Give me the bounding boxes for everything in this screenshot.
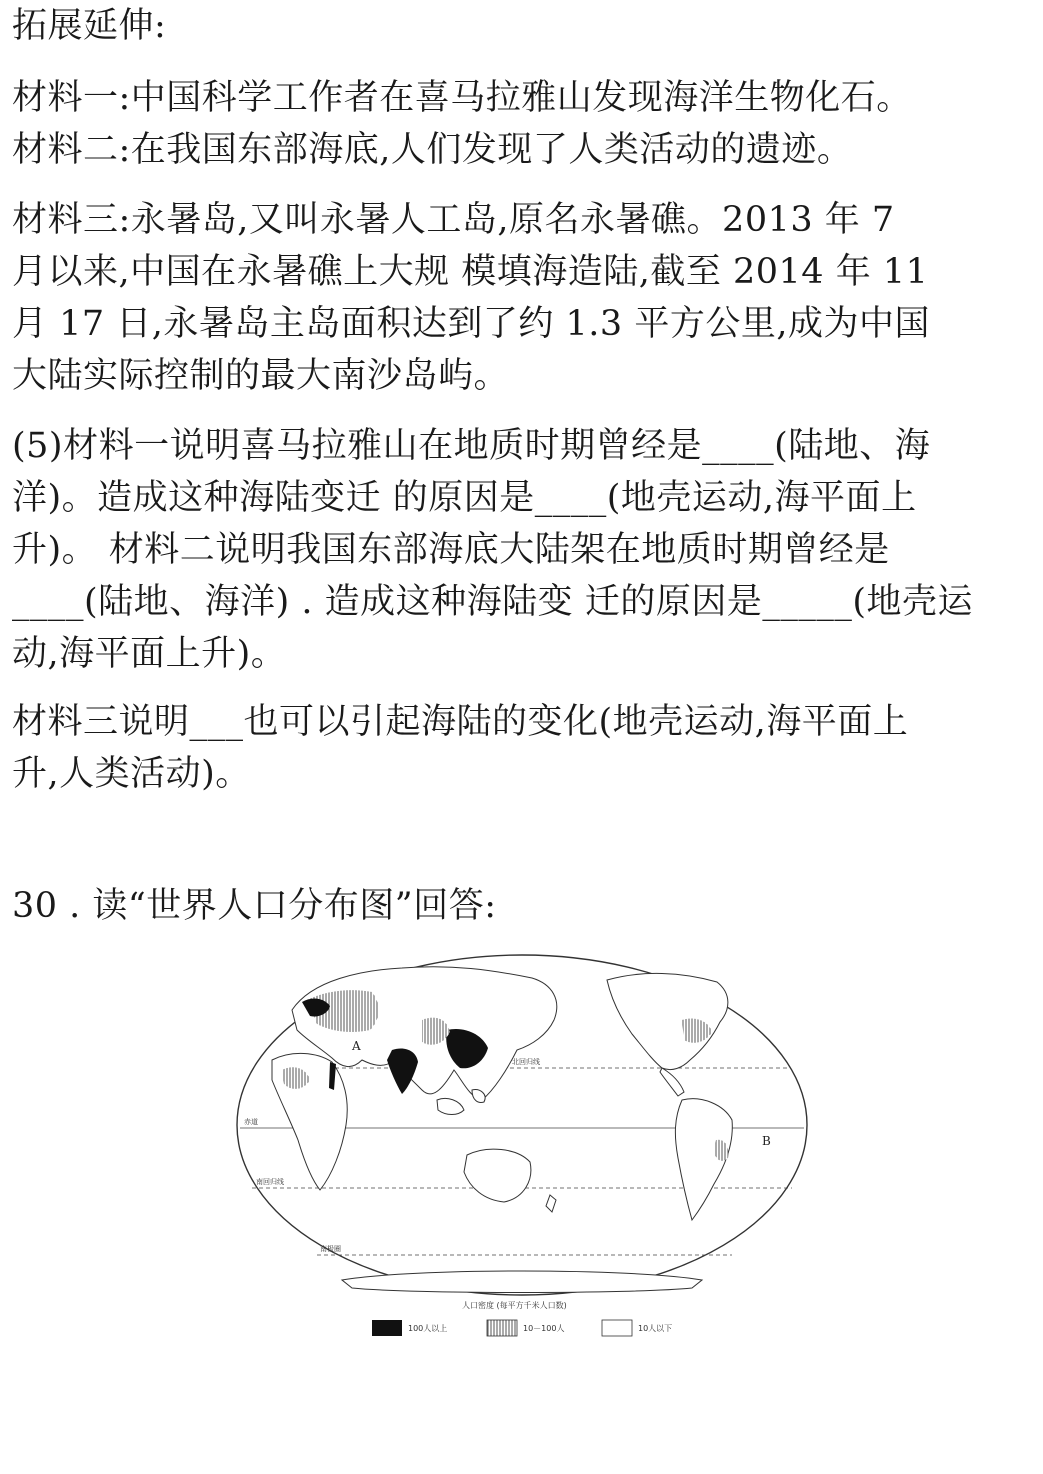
world-population-map	[232, 950, 812, 1350]
question-5-line-2: 洋)。造成这种海陆变迁 的原因是____(地壳运动,海平面上	[12, 478, 917, 518]
material-3-line-3: 月 17 日,永暑岛主岛面积达到了约 1.3 平方公里,成为中国	[12, 304, 930, 344]
legend-label-low: 10人以下	[638, 1324, 673, 1333]
legend-swatch-low	[602, 1320, 632, 1336]
section-title: 拓展延伸:	[12, 6, 167, 46]
question-5-line-4: ____(陆地、海洋) . 造成这种海陆变 迁的原因是_____(地壳运	[12, 582, 973, 622]
antarctica-land	[342, 1271, 702, 1293]
label-antarctic: 南极圈	[320, 1245, 341, 1253]
question-5-line-3: 升)。 材料二说明我国东部海底大陆架在地质时期曾经是	[12, 530, 890, 570]
question-5b-line-2: 升,人类活动)。	[12, 754, 251, 794]
question-30: 30 . 读“世界人口分布图”回答:	[12, 886, 497, 926]
material-3-line-4: 大陆实际控制的最大南沙岛屿。	[12, 356, 510, 396]
label-tropic-cancer: 北回归线	[512, 1058, 540, 1066]
label-tropic-capricorn: 南回归线	[256, 1178, 284, 1186]
map-letter-a: A	[352, 1039, 361, 1053]
legend-swatch-high	[372, 1320, 402, 1336]
question-5b-line-1: 材料三说明___也可以引起海陆的变化(地壳运动,海平面上	[12, 702, 909, 742]
question-5-line-1: (5)材料一说明喜马拉雅山在地质时期曾经是____(陆地、海	[12, 426, 931, 466]
material-1: 材料一:中国科学工作者在喜马拉雅山发现海洋生物化石。	[12, 78, 912, 118]
material-2: 材料二:在我国东部海底,人们发现了人类活动的遗迹。	[12, 130, 853, 170]
material-3-line-2: 月以来,中国在永暑礁上大规 模填海造陆,截至 2014 年 11	[12, 252, 929, 292]
legend-label-mid: 10－100人	[523, 1324, 565, 1333]
question-5-line-5: 动,海平面上升)。	[12, 634, 287, 674]
map-letter-b: B	[762, 1134, 771, 1148]
legend-label-high: 100人以上	[408, 1324, 448, 1333]
label-equator: 赤道	[244, 1118, 258, 1126]
material-3-line-1: 材料三:永暑岛,又叫永暑人工岛,原名永暑礁。2013 年 7	[12, 200, 895, 240]
legend-swatch-mid	[487, 1320, 517, 1336]
legend-title: 人口密度 (每平方千米人口数)	[462, 1301, 567, 1310]
map-svg	[232, 950, 812, 1350]
